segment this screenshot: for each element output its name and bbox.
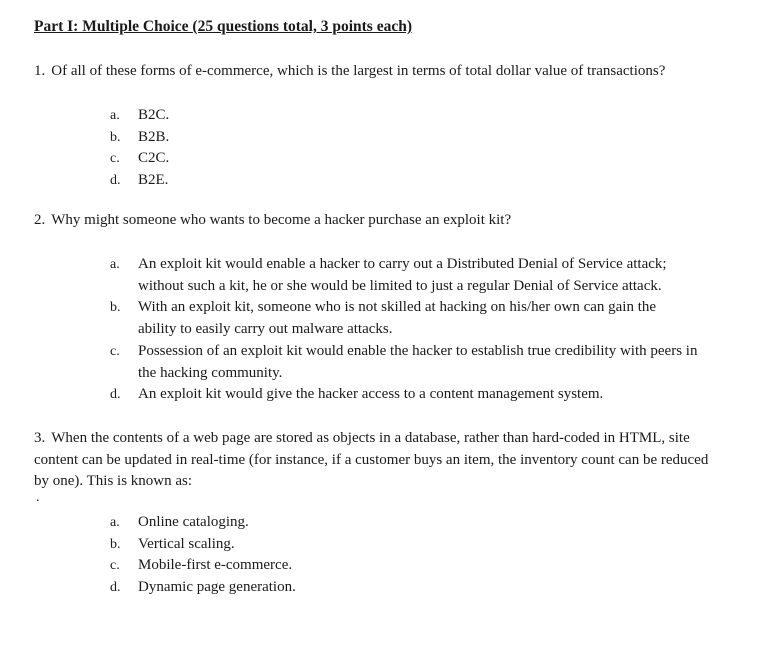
option-letter: a. bbox=[110, 108, 120, 123]
option-text: B2C. bbox=[138, 107, 170, 123]
option-item bbox=[110, 297, 698, 340]
option-letter: b. bbox=[110, 129, 121, 145]
option-item bbox=[110, 577, 296, 599]
option-item bbox=[110, 555, 296, 577]
question-number: 1. bbox=[34, 63, 46, 79]
option-letter: d. bbox=[110, 387, 121, 403]
option-letter: b. bbox=[110, 300, 121, 316]
option-text: Vertical scaling. bbox=[138, 535, 235, 552]
option-text: An exploit kit would enable a hacker to carry out a Distributed Denial of Service attack; without such a kit, he or she would be limited to just a regular Denial of Service attack. bbox=[138, 256, 667, 294]
question-1 bbox=[34, 63, 665, 80]
question-number: 3. bbox=[34, 430, 46, 446]
option-item bbox=[110, 254, 698, 297]
option-letter: a. bbox=[110, 515, 120, 530]
option-letter: c. bbox=[110, 151, 120, 167]
option-letter: d. bbox=[110, 580, 121, 596]
option-letter: b. bbox=[110, 536, 121, 552]
option-text: Dynamic page generation. bbox=[138, 579, 296, 596]
option-text: Online cataloging. bbox=[138, 514, 249, 530]
option-item bbox=[110, 127, 169, 149]
question-text: Why might someone who wants to become a hacker purchase an exploit kit? bbox=[51, 212, 512, 228]
option-item bbox=[110, 341, 698, 384]
question-number: 2. bbox=[34, 212, 46, 228]
option-item bbox=[110, 512, 296, 534]
option-letter: a. bbox=[110, 257, 120, 272]
question-3 bbox=[34, 428, 714, 493]
option-item bbox=[110, 105, 169, 127]
option-text: With an exploit kit, someone who is not skilled at hacking on his/her own can gain the ability to easily carry out malware attacks. bbox=[138, 299, 657, 338]
option-letter: c. bbox=[110, 558, 120, 574]
option-text: Possession of an exploit kit would enable the hacker to establish true credibility with peers in the hacking community. bbox=[138, 342, 698, 381]
option-item bbox=[110, 384, 698, 406]
option-letter: d. bbox=[110, 173, 121, 189]
option-item bbox=[110, 534, 296, 556]
question-2-options bbox=[110, 254, 698, 406]
question-2 bbox=[34, 212, 511, 229]
option-text: B2B. bbox=[138, 128, 170, 145]
question-3-options bbox=[110, 512, 296, 599]
question-1-options bbox=[110, 105, 169, 192]
section-heading: Part I: Multiple Choice (25 questions total, 3 points each) bbox=[34, 18, 413, 35]
question-text: When the contents of a web page are stored as objects in a database, rather than hard-coded in HTML, site content can be updated in real-time (for instance, if a customer buys an item, the inventory count can be reduced by one). This is known as: bbox=[34, 430, 709, 490]
option-item bbox=[110, 148, 169, 170]
option-text: An exploit kit would give the hacker access to a content management system. bbox=[138, 386, 604, 403]
option-item bbox=[110, 170, 169, 192]
option-text: B2E. bbox=[138, 172, 169, 189]
option-letter: c. bbox=[110, 343, 120, 359]
option-text: Mobile-first e-commerce. bbox=[138, 557, 293, 574]
stray-mark: . bbox=[36, 490, 40, 505]
question-text: Of all of these forms of e-commerce, which is the largest in terms of total dollar value of transactions? bbox=[51, 63, 666, 79]
option-text: C2C. bbox=[138, 150, 170, 167]
